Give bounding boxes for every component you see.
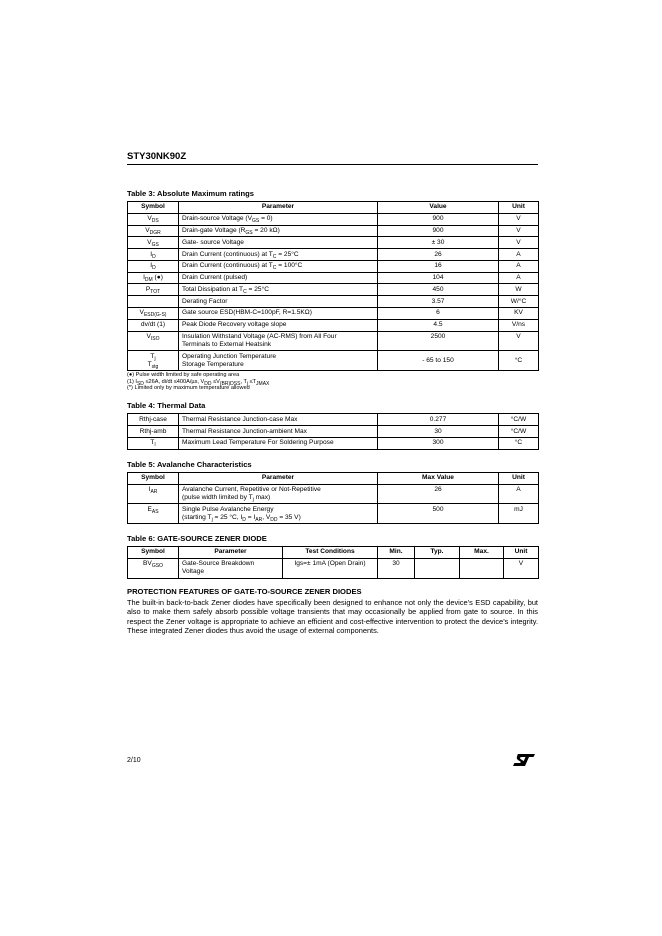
table-header-row — [128, 202, 539, 214]
unit-cell: A — [499, 249, 539, 261]
table-header-row — [128, 547, 539, 559]
table-row — [128, 437, 539, 449]
value-cell: 450 — [378, 284, 499, 296]
symbol-cell: $E_{AS}$ — [128, 504, 179, 524]
unit-cell: A — [499, 484, 539, 504]
value-cell: 2500 — [378, 331, 499, 351]
table3-notes — [127, 372, 538, 391]
table-row — [128, 308, 539, 320]
symbol-cell: $V_{ESD(G-S)}$ — [128, 308, 179, 320]
unit-cell: V — [499, 225, 539, 237]
header-unit: Unit — [499, 202, 539, 214]
symbol-cell: $T_l$ — [128, 437, 179, 449]
parameter-cell — [179, 331, 378, 351]
table-row — [128, 249, 539, 261]
table-absolute-max-ratings — [127, 201, 539, 371]
value-cell: 900 — [378, 213, 499, 225]
table-row — [128, 237, 539, 249]
protection-paragraph: The built-in back-to-back Zener diodes have specifically been designed to enhance not only the device’s ESD capability, but also to make them safely absorb possible voltage transients that may occasionally be applied from gate to source. In this respect the Zener voltage is appropriate to achieve an efficient and cost-effective intervention to protect the device’s integrity. These integrated Zener diodes thus avoid the usage of external components. — [127, 597, 538, 636]
symbol-cell — [128, 296, 179, 308]
table-row — [128, 504, 539, 524]
protection-section-title: PROTECTION FEATURES OF GATE-TO-SOURCE ZENER DIODES — [127, 586, 362, 596]
table-row — [128, 225, 539, 237]
parameter-cell: Maximum Lead Temperature For Soldering Purpose — [179, 437, 378, 449]
header-max: Max. — [460, 547, 504, 559]
unit-cell: V — [499, 331, 539, 351]
table-avalanche-characteristics — [127, 472, 539, 524]
table-thermal-data — [127, 413, 539, 449]
header-symbol: Symbol — [128, 547, 179, 559]
value-cell: 30 — [378, 426, 499, 438]
header-symbol: Symbol — [128, 202, 179, 214]
parameter-cell: Drain Current (continuous) at $T_C = 100^\circ C$ — [179, 260, 378, 272]
unit-cell: mJ — [499, 504, 539, 524]
symbol-cell: $V_{DS}$ — [128, 213, 179, 225]
header-typ: Typ. — [415, 547, 460, 559]
value-cell: 500 — [378, 504, 499, 524]
parameter-cell: Avalanche Current, Repetitive or Not-Repetitive (pulse width limited by $T_j$ max) — [179, 484, 378, 504]
unit-cell: V — [499, 213, 539, 225]
value-cell: - 65 to 150 — [378, 351, 499, 371]
parameter-line: Single Pulse Avalanche Energy — [182, 505, 274, 513]
unit-cell: A — [499, 260, 539, 272]
header-parameter: Parameter — [179, 547, 283, 559]
unit-cell: W/°C — [499, 296, 539, 308]
table-row — [128, 213, 539, 225]
header-unit: Unit — [499, 472, 539, 484]
symbol-cell: $V_{DGR}$ — [128, 225, 179, 237]
parameter-line: Terminals to External Heatsink — [182, 340, 272, 348]
parameter-cell: Derating Factor — [179, 296, 378, 308]
header-value: Value — [378, 202, 499, 214]
parameter-cell: Peak Diode Recovery voltage slope — [179, 319, 378, 331]
value-cell: 6 — [378, 308, 499, 320]
table-row — [128, 351, 539, 371]
parameter-line: Gate-Source Breakdown — [182, 560, 255, 568]
symbol-cell: $I_D$ — [128, 249, 179, 261]
unit-cell: A — [499, 272, 539, 284]
header-min: Min. — [378, 547, 415, 559]
parameter-cell — [179, 558, 283, 578]
table-row — [128, 284, 539, 296]
unit-cell: V — [499, 237, 539, 249]
symbol-cell: $V_{ISO}$ — [128, 331, 179, 351]
st-logo-icon — [512, 753, 536, 767]
symbol-cell: Rthj-case — [128, 414, 179, 426]
header-parameter: Parameter — [179, 202, 378, 214]
symbol-cell: $T_j$ $T_{stg}$ — [128, 351, 179, 371]
parameter-cell: Gate source ESD(HBM-C=100pF, R=1.5KΩ) — [179, 308, 378, 320]
symbol-cell: $BV_{GSO}$ — [128, 558, 179, 578]
header-symbol: Symbol — [128, 472, 179, 484]
symbol-cell: $I_D$ — [128, 260, 179, 272]
unit-cell: KV — [499, 308, 539, 320]
table-row — [128, 272, 539, 284]
table-row — [128, 331, 539, 351]
unit-cell: V — [504, 558, 539, 578]
parameter-line: Voltage — [182, 568, 204, 576]
header-unit: Unit — [504, 547, 539, 559]
document-page — [127, 151, 538, 636]
parameter-line: Storage Temperature — [182, 360, 244, 368]
parameter-cell: Single Pulse Avalanche Energy (starting $T_j = 25$ °C, $I_D = I_{AR}$, $V_{DD} = 35$ V) — [179, 504, 378, 524]
symbol-cell: $I_{DM}$ (●) — [128, 272, 179, 284]
header-max-value: Max Value — [378, 472, 499, 484]
value-cell: 26 — [378, 484, 499, 504]
symbol-cell: Rthj-amb — [128, 426, 179, 438]
value-cell: 0.277 — [378, 414, 499, 426]
page-header-title: STY30NK90Z — [127, 151, 538, 165]
table4-title: Table 4: Thermal Data — [127, 401, 206, 411]
table5-title: Table 5: Avalanche Characteristics — [127, 459, 252, 469]
unit-cell: °C/W — [499, 426, 539, 438]
parameter-line: Insulation Withstand Voltage (AC-RMS) from All Four — [182, 332, 337, 340]
value-cell: 104 — [378, 272, 499, 284]
value-cell: 26 — [378, 249, 499, 261]
parameter-cell — [179, 351, 378, 371]
unit-cell: °C — [499, 351, 539, 371]
table-row — [128, 260, 539, 272]
max-cell — [460, 558, 504, 578]
parameter-line: Operating Junction Temperature — [182, 352, 277, 360]
table6-title: Table 6: GATE-SOURCE ZENER DIODE — [127, 534, 267, 544]
parameter-cell: Drain-source Voltage $(V_{GS} = 0)$ — [179, 213, 378, 225]
table-row — [128, 319, 539, 331]
parameter-cell: Thermal Resistance Junction-case Max — [179, 414, 378, 426]
footnote: (*) Limited only by maximum temperature allowed — [127, 384, 250, 391]
value-cell: 4.5 — [378, 319, 499, 331]
footnote: (●) Pulse width limited by safe operating area — [127, 372, 240, 379]
table-row — [128, 484, 539, 504]
symbol-cell: $V_{GS}$ — [128, 237, 179, 249]
parameter-cell: Drain-gate Voltage ($R_{GS} = 20$ kΩ) — [179, 225, 378, 237]
value-cell: ± 30 — [378, 237, 499, 249]
footnote: (1) $I_{SD} \le 26A$, di/dt ≤400A/µs, $V_{DD} \le V_{(BR)DSS}$, $T_j \le T_{JMAX}$ — [127, 378, 270, 387]
table-row — [128, 558, 539, 578]
value-cell: 900 — [378, 225, 499, 237]
parameter-cell: Drain Current (continuous) at $T_C = 25^\circ C$ — [179, 249, 378, 261]
table-row — [128, 426, 539, 438]
table-gate-source-zener-diode — [127, 546, 539, 579]
page-number: 2/10 — [127, 757, 141, 764]
unit-cell: °C — [499, 437, 539, 449]
typ-cell — [415, 558, 460, 578]
unit-cell: °C/W — [499, 414, 539, 426]
min-cell: 30 — [378, 558, 415, 578]
symbol-cell: dv/dt (1) — [128, 319, 179, 331]
parameter-cell: Gate- source Voltage — [179, 237, 378, 249]
symbol-cell: $I_{AR}$ — [128, 484, 179, 504]
page-footer — [127, 753, 538, 767]
table3-title: Table 3: Absolute Maximum ratings — [127, 189, 255, 198]
unit-cell: V/ns — [499, 319, 539, 331]
conditions-cell: Igs=± 1mA (Open Drain) — [283, 558, 378, 578]
header-parameter: Parameter — [179, 472, 378, 484]
symbol-cell: $P_{TOT}$ — [128, 284, 179, 296]
table-row — [128, 296, 539, 308]
value-cell: 300 — [378, 437, 499, 449]
value-cell: 3.57 — [378, 296, 499, 308]
parameter-cell: Drain Current (pulsed) — [179, 272, 378, 284]
parameter-cell: Thermal Resistance Junction-ambient Max — [179, 426, 378, 438]
parameter-line: Avalanche Current, Repetitive or Not-Repetitive — [182, 485, 321, 493]
value-cell: 16 — [378, 260, 499, 272]
header-test-conditions: Test Conditions — [283, 547, 378, 559]
table-row — [128, 414, 539, 426]
table-header-row — [128, 472, 539, 484]
unit-cell: W — [499, 284, 539, 296]
parameter-cell: Total Dissipation at $T_C = 25^\circ C$ — [179, 284, 378, 296]
